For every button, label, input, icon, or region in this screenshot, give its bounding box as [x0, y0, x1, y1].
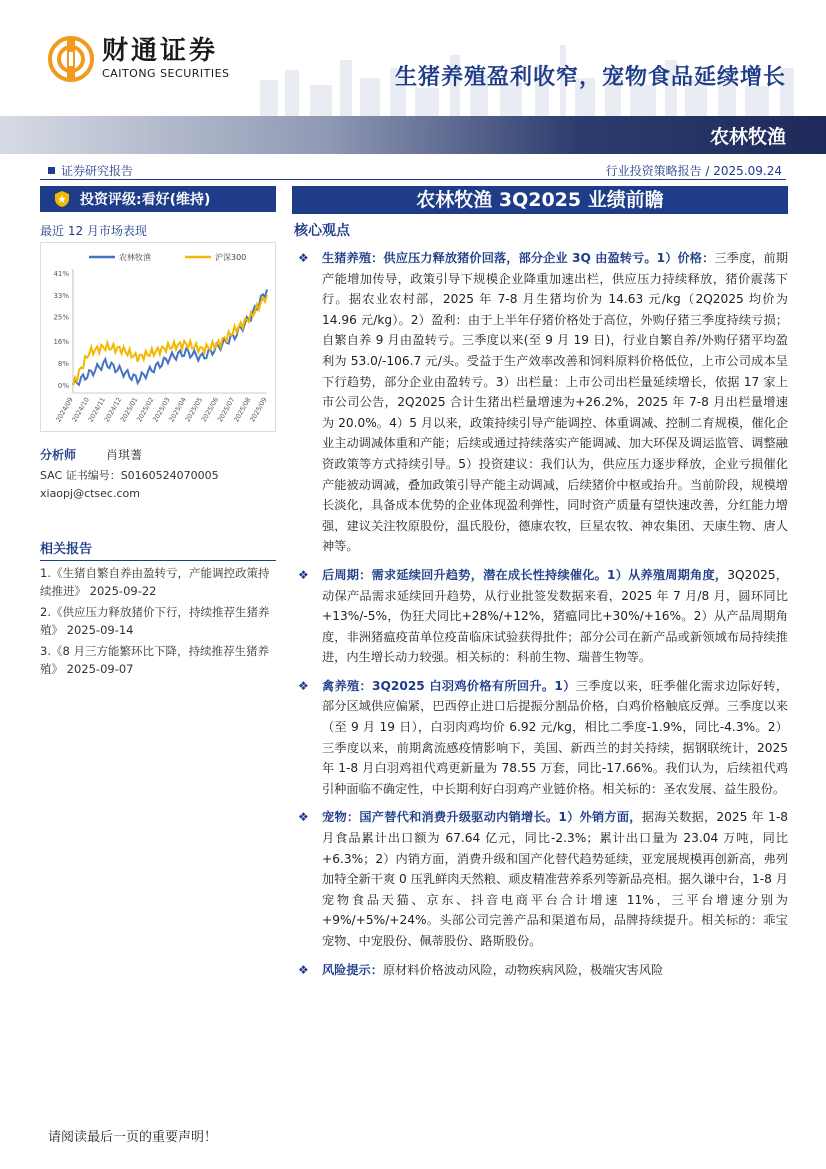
related-item[interactable]: 3.《8 月三方能繁环比下降，持续推荐生猪养殖》 2025-09-07: [40, 644, 269, 676]
related-item[interactable]: 1.《生猪自繁自养由盈转亏，产能调控政策持续推进》 2025-09-22: [40, 566, 270, 598]
sector-label: 农林牧渔: [709, 126, 786, 148]
y-tick-label: 8%: [57, 360, 69, 368]
diamond-bullet-icon: ❖: [298, 678, 309, 693]
related-head: 相关报告: [40, 538, 276, 561]
perf-label: 最近 12 月市场表现: [40, 224, 147, 238]
x-tick-label: 2025/07: [215, 396, 237, 424]
report-body: [294, 248, 788, 988]
x-tick-label: 2025/01: [118, 396, 140, 424]
report-date: 行业投资策略报告 / 2025.09.24: [605, 164, 782, 178]
analyst-block: [40, 446, 276, 500]
shield-icon: [54, 190, 70, 208]
related-reports: [40, 538, 276, 678]
x-tick-label: 2024/10: [70, 396, 91, 424]
company-logo: [48, 36, 230, 82]
page-header: [0, 0, 826, 150]
diamond-bullet-icon: ❖: [298, 810, 309, 825]
x-tick-label: 2024/09: [54, 396, 75, 424]
related-item[interactable]: 2.《供应压力释放猪价下行，持续推荐生猪养殖》 2025-09-14: [40, 605, 270, 637]
analyst-head: 分析师 肖琪蓍: [40, 448, 143, 462]
diamond-bullet-icon: ❖: [298, 567, 309, 582]
report-title: 农林牧渔 3Q2025 业绩前瞻: [292, 186, 788, 214]
report-main-title: 生猪养殖盈利收窄，宠物食品延续增长: [394, 65, 786, 90]
paragraph-pet: ❖ 宠物：国产替代和消费升级驱动内销增长。1）外销方面，据海关数据，2025 年 1-8 月食品累计出口额为 67.64 亿元，同比-2.3%；累计出口量为 23.04 万吨，同比+6.3%；2）内销方面，消费升级和国产化替代趋势延续，亚宠展规模再创新高，弗列加特全新干爽 0 压乳鲜肉天然粮、顽皮精准营养系列等新品亮相。据久谦中台，1-8 月宠物食品天猫、京东、抖音电商平台合计增速 11%，三平台增速分别为+9%/+5%/+24%。头部公司完善产品和渠道布局，品牌持续提升。相关标的：乖宝宠物、中宠股份、佩蒂股份、路斯股份。: [294, 807, 788, 951]
x-tick-label: 2024/12: [102, 396, 124, 424]
x-tick-label: 2025/03: [151, 396, 172, 424]
y-tick-label: 33%: [53, 291, 69, 300]
x-tick-label: 2025/02: [135, 396, 156, 424]
analyst-name: 肖琪蓍: [106, 448, 143, 462]
chart-svg: [41, 243, 277, 433]
footer-disclaimer: 请阅读最后一页的重要声明！: [48, 1130, 218, 1145]
analyst-sac: SAC 证书编号：S0160524070005: [40, 469, 219, 482]
rating-box: [40, 186, 276, 212]
analyst-email[interactable]: xiaopj@ctsec.com: [40, 487, 140, 500]
diamond-bullet-icon: ❖: [298, 962, 309, 977]
sector-band: [0, 116, 826, 154]
x-tick-label: 2025/08: [232, 396, 253, 424]
x-tick-label: 2024/11: [86, 396, 108, 424]
paragraph-poultry: ❖ 禽养殖：3Q2025 白羽鸡价格有所回升。1）三季度以来，旺季催化需求边际好转，部分区域供应偏紧，巴西停止进口后提振分割品价格，白鸡价格触底反弹。三季度以来（至 9 月 19 日），白羽肉鸡均价 6.92 元/kg，相比二季度-1.9%，同比-4.3%。2）三季度以来，前期禽流感疫情影响下，美国、新西兰的封关持续，据钢联统计，2025 年 1-8 月白羽鸡祖代鸡更新量为 78.55 万套，同比-17.66%。我们认为，后续祖代鸡引种面临不确定性，中长期利好白羽鸡产业链价格。相关标的：圣农发展、益生股份。: [294, 676, 788, 800]
y-tick-label: 41%: [53, 270, 69, 278]
report-type: 证券研究报告: [48, 162, 133, 179]
meta-row: [40, 160, 786, 180]
series-line-0: [73, 289, 267, 384]
legend-label: 农林牧渔: [119, 253, 151, 262]
logo-icon: [48, 36, 94, 82]
x-tick-label: 2025/04: [167, 396, 188, 424]
logo-en: CAITONG SECURITIES: [102, 67, 230, 80]
x-tick-label: 2025/06: [199, 396, 221, 424]
series-line-1: [73, 295, 267, 385]
paragraph-risk: ❖ 风险提示：原材料价格波动风险，动物疾病风险，极端灾害风险: [294, 960, 788, 981]
logo-cn: 财通证券: [102, 36, 219, 66]
y-tick-label: 0%: [57, 381, 69, 390]
paragraph-post-cycle: ❖ 后周期：需求延续回升趋势，潜在成长性持续催化。1）从养殖周期角度，3Q2025，动保产品需求延续回升趋势，从行业批签发数据来看，2025 年 7 月/8 月，圆环同比+13%/-5%，伪狂犬同比+28%/+12%，猪瘟同比+30%/+16%。2）从产品周期角度，非洲猪瘟疫苗单位疫苗临床试验获得批件；部分公司在新产品或新领域布局持续推进，内生增长动力较强。相关标的：科前生物、瑞普生物等。: [294, 565, 788, 668]
x-tick-label: 2025/05: [183, 396, 205, 424]
x-tick-label: 2025/09: [248, 396, 269, 424]
paragraph-pig: ❖ 生猪养殖：供应压力释放猪价回落，部分企业 3Q 由盈转亏。1）价格：三季度，前期产能增加传导，政策引导下规模企业降重加速出栏，供应压力持续释放，猪价震荡下行。据农业农村部，2025 年 7-8 月生猪均价为 14.63 元/kg（2Q2025 均价为 14.96 元/kg）。2）盈利：由于上半年仔猪价格处于高位，外购仔猪三季度持续亏损；自繁自养 9 月由盈转亏。三季度以来(至 9 月 19 日)，行业自繁自养/外购仔猪平均盈利为 53.0/-106.7 元/头。受益于生产效率改善和饲料原料价格低位，上市公司成本呈下行趋势，部分企业由盈转亏。3）出栏量：上市公司出栏量延续增长，依据 17 家上市公司公告，2Q2025 合计生猪出栏量增速为+26.2%，2025 年 7-8 月出栏量增速为 20.0%。4）5 月以来，政策持续引导产能调控、体重调减、控制二育规模，催化企业主动调减体重和产能；后续或通过持续落实产能调减、加大环保及调运监管、调整融资政策等方式持续引导。5）投资建议：我们认为，供应压力逐步释放，企业亏损催化产能被动调减，叠加政策引导产能主动调减，后续猪价中枢或抬升。当前阶段，规模增长淡化，具备成本优势的企业体现盈利弹性，同时资产质量有望快速改善，分红能力增强，建议关注牧原股份，温氏股份，德康农牧，巨星农牧、神农集团、天康生物、唐人神等。: [294, 248, 788, 557]
core-view-heading: 核心观点: [294, 223, 350, 239]
rating-text: 投资评级:看好(维持): [80, 192, 211, 208]
y-tick-label: 25%: [53, 313, 69, 322]
y-tick-label: 16%: [53, 338, 69, 347]
diamond-bullet-icon: ❖: [298, 251, 309, 265]
performance-chart: [40, 242, 276, 432]
legend-label: 沪深300: [215, 253, 247, 262]
